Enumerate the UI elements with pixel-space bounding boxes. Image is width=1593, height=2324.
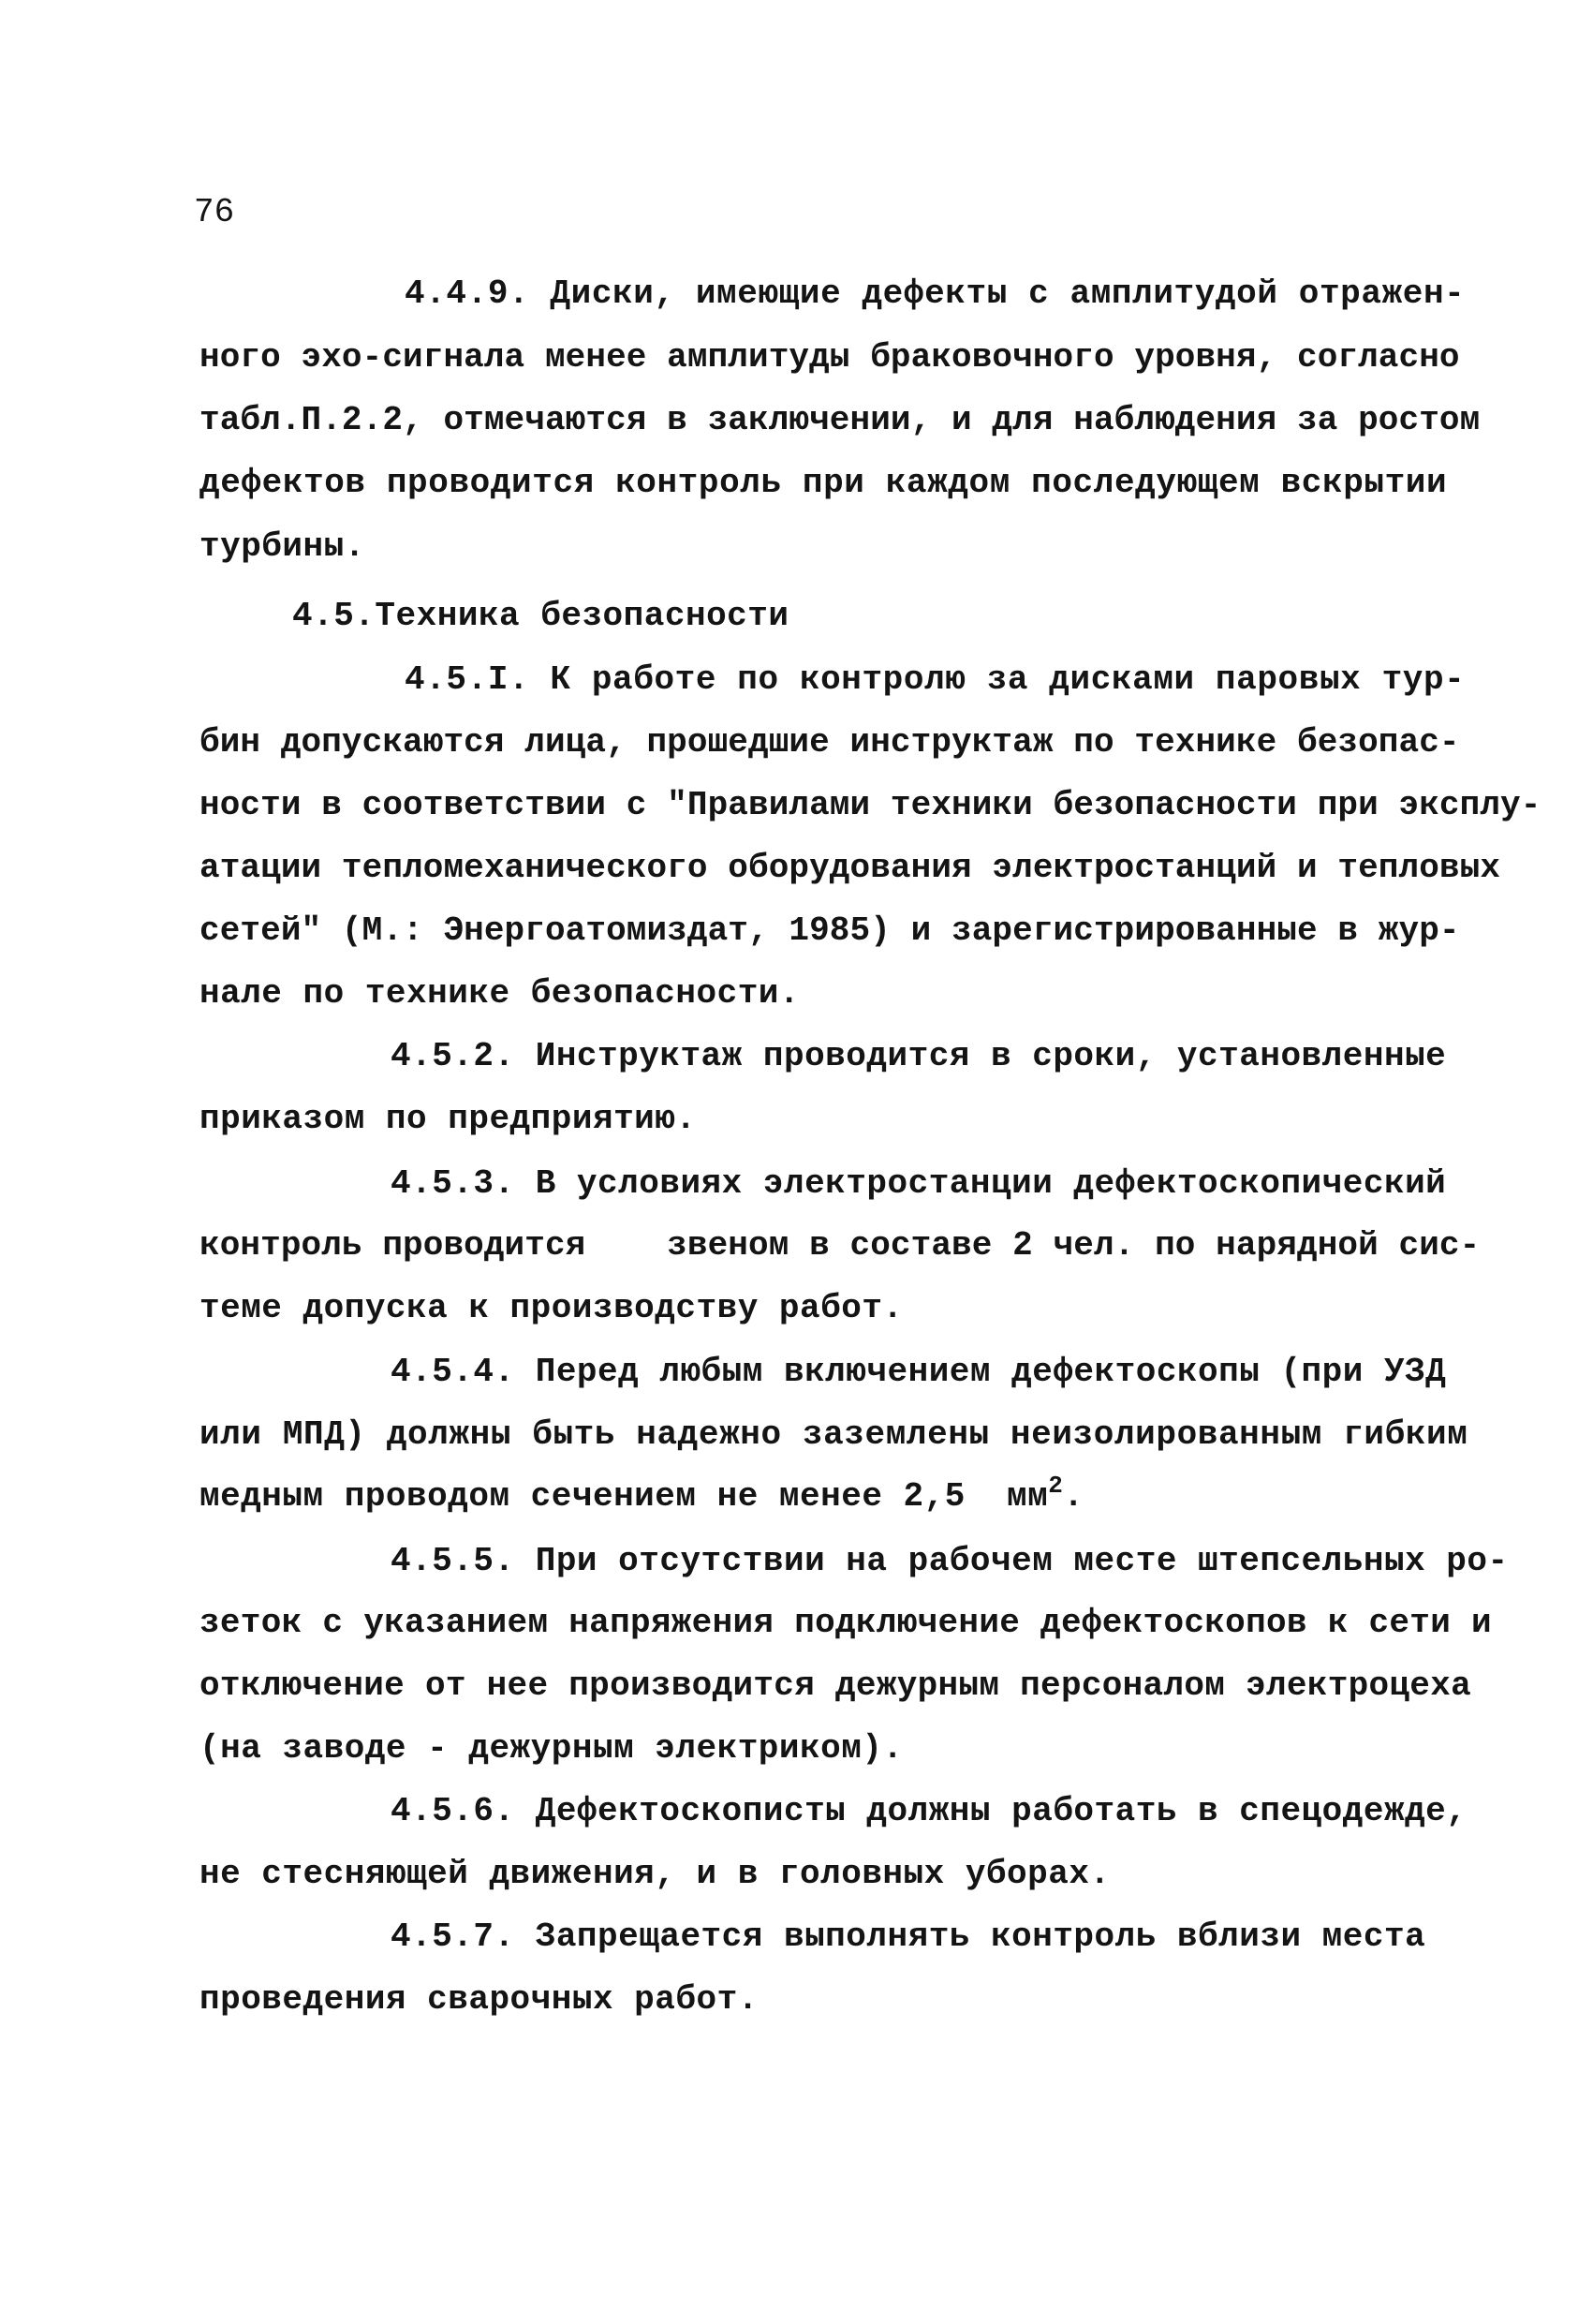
paragraph-4-5-5-line-3: отключение от нее производится дежурным персоналом электроцеха: [199, 1666, 1472, 1705]
paragraph-4-5-2-line-2: приказом по предприятию.: [199, 1100, 697, 1138]
superscript-2: 2: [1048, 1472, 1064, 1500]
paragraph-4-5-1-line-1: 4.5.I. К работе по контролю за дисками паровых тур-: [405, 660, 1466, 699]
paragraph-4-5-1-line-6: нале по технике безопасности.: [199, 974, 801, 1013]
paragraph-4-5-5-line-4: (на заводе - дежурным электриком).: [199, 1729, 904, 1768]
paragraph-4-5-1-line-5: сетей" (М.: Энергоатомиздат, 1985) и зарегистрированные в жур-: [199, 911, 1460, 950]
paragraph-4-4-9-line-1: 4.4.9. Диски, имеющие дефекты с амплитудой отражен-: [405, 274, 1466, 313]
paragraph-4-5-4-line-3-text: медным проводом сечением не менее 2,5 мм: [199, 1477, 1049, 1516]
paragraph-4-5-4-line-2: или МПД) должны быть надежно заземлены неизолированным гибким: [199, 1415, 1468, 1454]
paragraph-4-5-6-line-2: не стесняющей движения, и в головных уборах.: [199, 1855, 1111, 1893]
paragraph-4-4-9-line-2: ного эхо-сигнала менее амплитуды браковочного уровня, согласно: [199, 338, 1460, 377]
paragraph-4-5-7-line-2: проведения сварочных работ.: [199, 1980, 759, 2019]
page-number: 76: [194, 193, 235, 231]
paragraph-4-5-5-line-2: зеток с указанием напряжения подключение дефектоскопов к сети и: [199, 1604, 1492, 1642]
paragraph-4-5-7-line-1: 4.5.7. Запрещается выполнять контроль вблизи места: [391, 1917, 1426, 1956]
paragraph-4-5-4-line-3: [199, 1472, 1084, 1517]
paragraph-4-4-9-line-4: дефектов проводится контроль при каждом последующем вскрытии: [199, 464, 1448, 502]
paragraph-4-5-6-line-1: 4.5.6. Дефектоскописты должны работать в спецодежде,: [391, 1792, 1468, 1830]
paragraph-4-5-1-line-2: бин допускаются лица, прошедшие инструктаж по технике безопас-: [199, 723, 1460, 762]
paragraph-4-5-3-line-3: теме допуска к производству работ.: [199, 1289, 904, 1327]
paragraph-4-5-4-line-3-end: .: [1063, 1477, 1084, 1516]
paragraph-4-4-9-line-5: турбины.: [199, 527, 365, 566]
paragraph-4-5-3-line-1: 4.5.3. В условиях электростанции дефектоскопический: [391, 1164, 1447, 1203]
paragraph-4-5-2-line-1: 4.5.2. Инструктаж проводится в сроки, установленные: [391, 1037, 1447, 1075]
paragraph-4-5-3-line-2: контроль проводится звеном в составе 2 чел. по нарядной сис-: [199, 1226, 1481, 1265]
paragraph-4-5-4-line-1: 4.5.4. Перед любым включением дефектоскопы (при УЗД: [391, 1353, 1447, 1391]
paragraph-4-4-9-line-3: табл.П.2.2, отмечаются в заключении, и для наблюдения за ростом: [199, 401, 1481, 439]
paragraph-4-5-1-line-3: ности в соответствии с "Правилами техники безопасности при эксплу-: [199, 786, 1541, 824]
paragraph-4-5-5-line-1: 4.5.5. При отсутствии на рабочем месте штепсельных ро-: [391, 1542, 1509, 1580]
paragraph-4-5-1-line-4: атации тепломеханического оборудования электростанций и тепловых: [199, 849, 1501, 887]
section-heading: 4.5.Техника безопасности: [292, 597, 789, 635]
